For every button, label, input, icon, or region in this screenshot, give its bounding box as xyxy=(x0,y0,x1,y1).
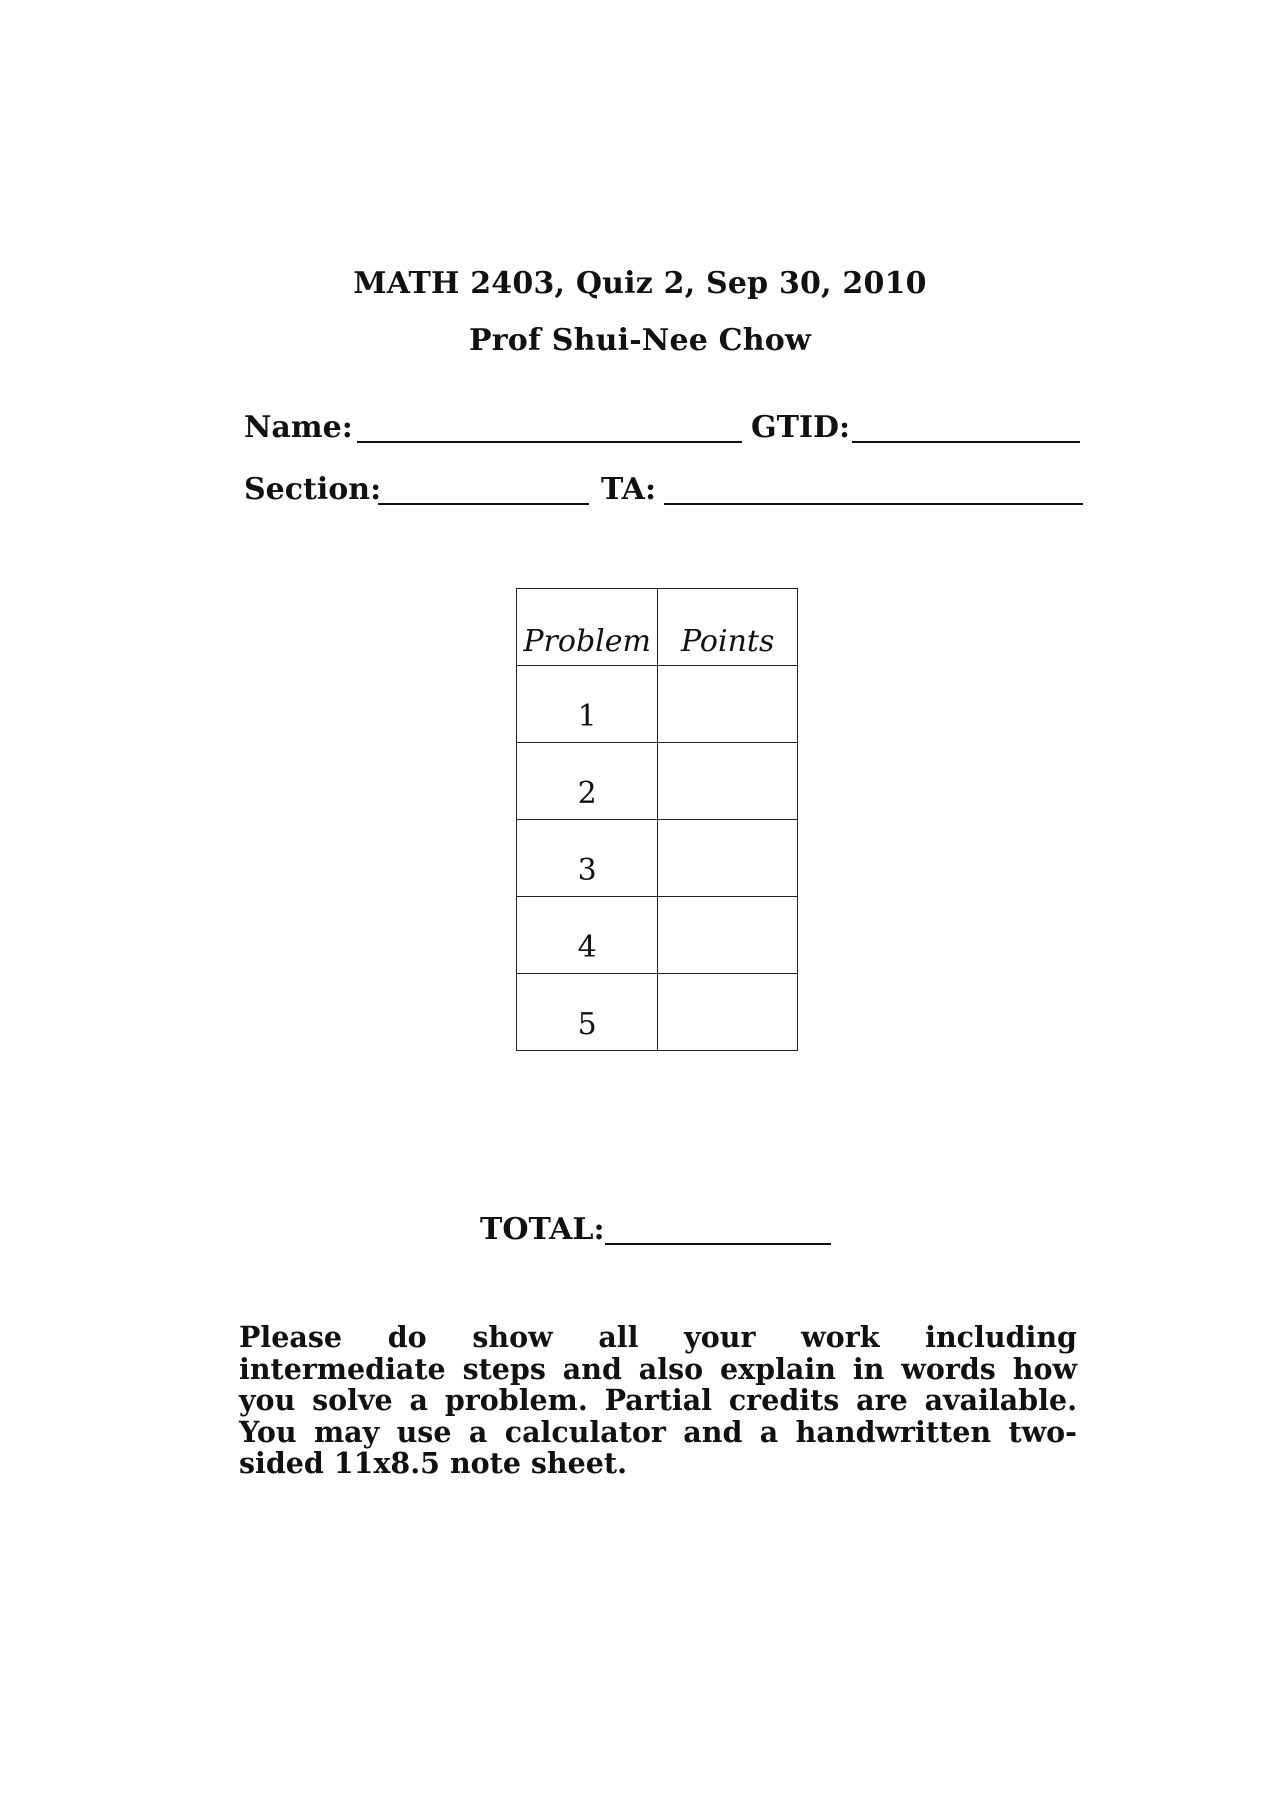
professor-name: Prof Shui-Nee Chow xyxy=(468,323,812,358)
total-row xyxy=(480,1212,605,1247)
ta-label: TA: xyxy=(601,472,657,507)
problem-number-cell: 1 xyxy=(517,666,658,743)
problem-number-cell: 3 xyxy=(517,820,658,897)
table-row xyxy=(517,820,798,897)
points-cell[interactable] xyxy=(658,974,798,1051)
name-blank-line[interactable] xyxy=(357,441,742,443)
problem-number-cell: 5 xyxy=(517,974,658,1051)
score-table-header-row xyxy=(517,589,798,666)
points-cell[interactable] xyxy=(658,743,798,820)
ta-blank-line[interactable] xyxy=(664,503,1083,505)
table-row xyxy=(517,743,798,820)
points-cell[interactable] xyxy=(658,820,798,897)
section-label: Section: xyxy=(244,472,382,507)
name-label: Name: xyxy=(244,410,353,445)
problem-header: Problem xyxy=(517,589,658,666)
table-row xyxy=(517,666,798,743)
problem-number-cell: 4 xyxy=(517,897,658,974)
points-cell[interactable] xyxy=(658,897,798,974)
course-title: MATH 2403, Quiz 2, Sep 30, 2010 xyxy=(353,266,927,301)
gtid-blank-line[interactable] xyxy=(852,441,1080,443)
problem-number-cell: 2 xyxy=(517,743,658,820)
gtid-label: GTID: xyxy=(751,410,851,445)
table-row xyxy=(517,897,798,974)
score-table xyxy=(516,588,798,1051)
instructions-paragraph: Please do show all your work including intermediate steps and also explain in words how you solve a problem. Partial credits are available. You may use a calculator and a handwritten two-sided 11x8.5 note sheet. xyxy=(239,1320,1077,1480)
total-blank-line[interactable] xyxy=(605,1243,831,1245)
total-label: TOTAL: xyxy=(480,1212,605,1247)
section-blank-line[interactable] xyxy=(378,503,589,505)
points-header: Points xyxy=(658,589,798,666)
table-row xyxy=(517,974,798,1051)
points-cell[interactable] xyxy=(658,666,798,743)
